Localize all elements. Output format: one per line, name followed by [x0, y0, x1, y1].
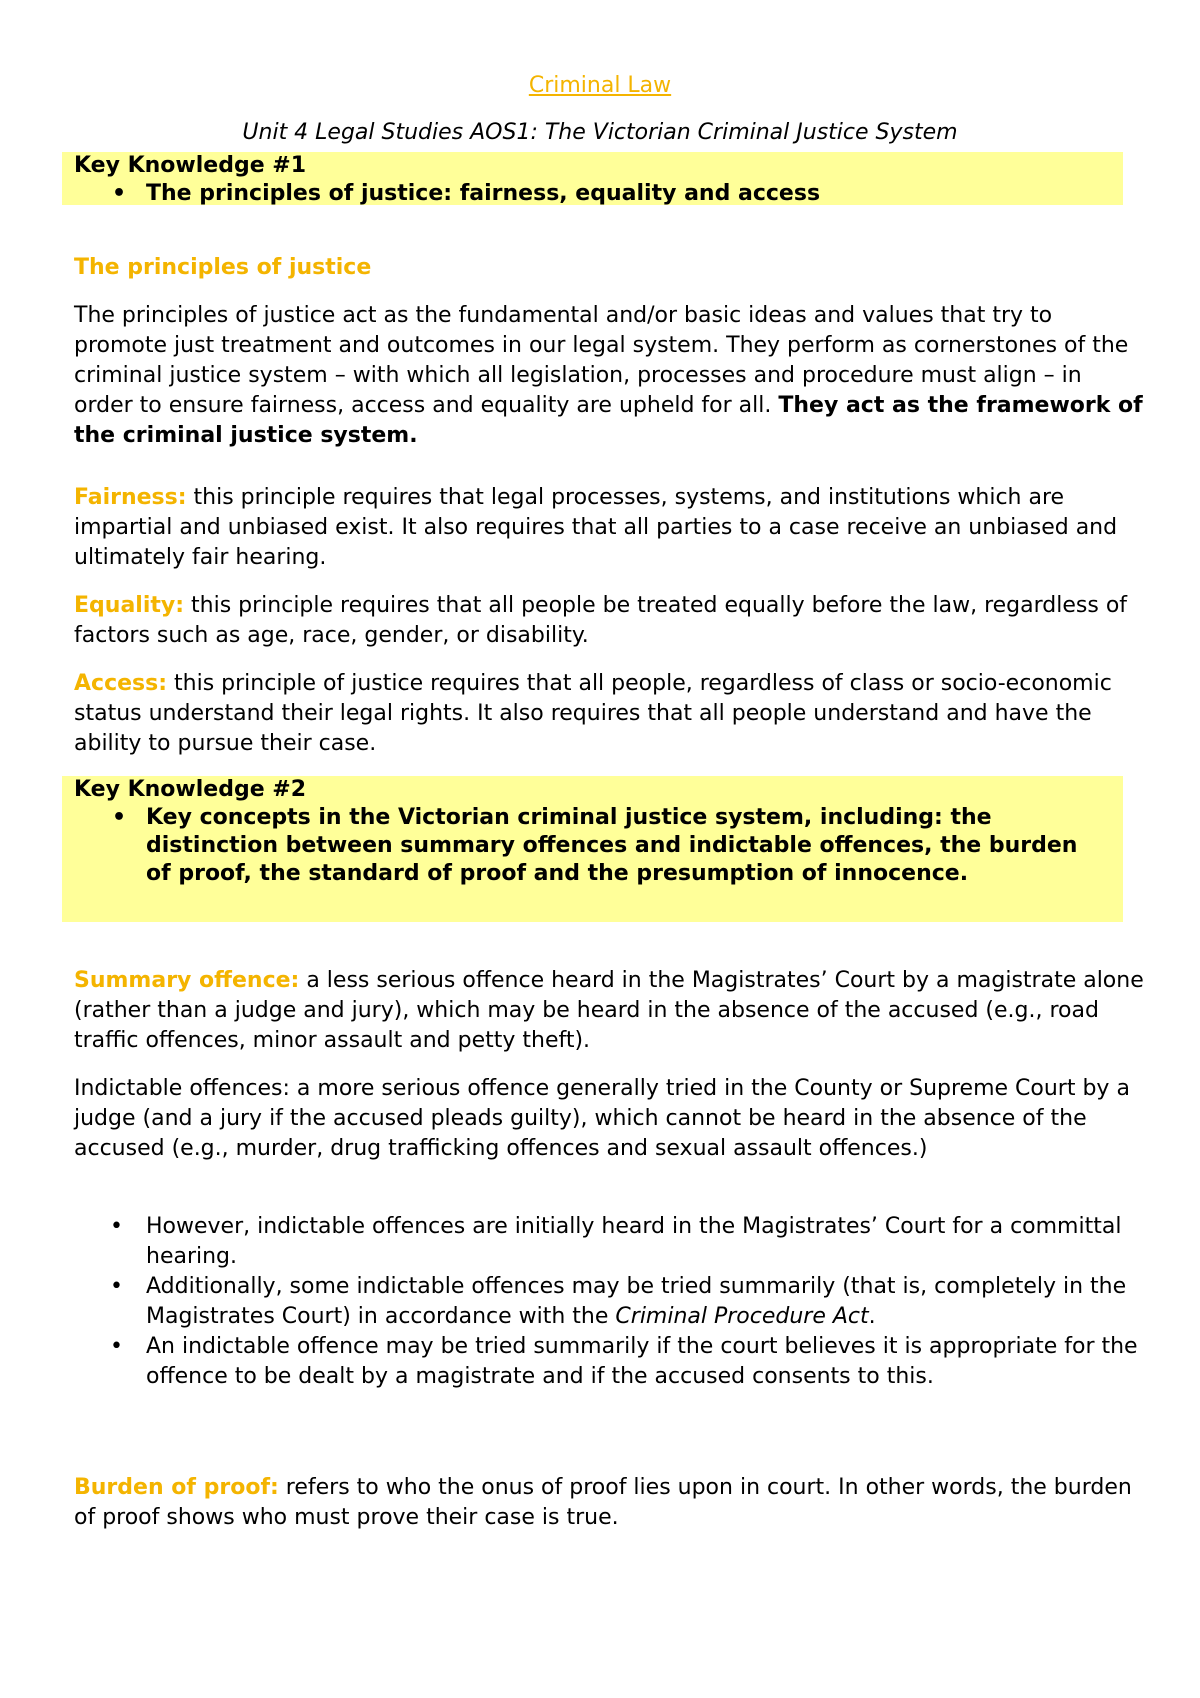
burden-of-proof-paragraph: [74, 1473, 1144, 1533]
fairness-term: Fairness:: [74, 485, 187, 510]
equality-text: this principle requires that all people be treated equally before the law, regardless of factors such as age, race, gender, or disability.: [74, 593, 1128, 648]
access-text: this principle of justice requires that all people, regardless of class or socio-economic status understand their legal rights. It also requires that all people understand and have the ability to pursue their case.: [74, 671, 1112, 756]
access-term: Access:: [74, 671, 168, 696]
access-paragraph: [74, 669, 1144, 759]
principles-text: The principles of justice act as the fundamental and/or basic ideas and values that try to promote just treatment and outcomes in our legal system. They perform as cornerstones of the criminal justice system – with which all legislation, processes and procedure must align – in order to ensure fairness, access and equality are upheld for all.: [74, 303, 1129, 418]
key-knowledge-1-box: [62, 152, 1123, 205]
summary-offence-text: a less serious offence heard in the Magistrates’ Court by a magistrate alone (rather than a judge and jury), which may be heard in the absence of the accused (e.g., road traffic offences, minor assault and petty theft).: [74, 968, 1144, 1053]
key-knowledge-1-heading: Key Knowledge #1: [74, 153, 307, 178]
indictable-bullet-list: [74, 1212, 1144, 1392]
summary-offence-paragraph: [74, 966, 1144, 1056]
key-knowledge-1-text: The principles of justice: fairness, equality and access: [146, 181, 821, 206]
bullet-text-3: An indictable offence may be tried summarily if the court believes it is appropriate for the offence to be dealt by a magistrate and if the accused consents to this.: [146, 1334, 1138, 1389]
equality-term: Equality:: [74, 593, 185, 618]
key-knowledge-1-item: [74, 180, 1123, 208]
document-title: Criminal Law: [528, 73, 672, 98]
principles-heading: The principles of justice: [74, 255, 372, 280]
fairness-text: this principle requires that legal processes, systems, and institutions which are impartial and unbiased exist. It also requires that all parties to a case receive an unbiased and ultimately fair hearing.: [74, 485, 1118, 570]
key-knowledge-2-heading: Key Knowledge #2: [74, 777, 307, 802]
bullet-glyph: •: [112, 181, 127, 206]
bullet-glyph: •: [110, 1274, 123, 1299]
bullet-text-1: However, indictable offences are initially heard in the Magistrates’ Court for a committal hearing.: [146, 1214, 1122, 1269]
bullet-glyph: •: [110, 1334, 123, 1359]
principles-paragraph: [74, 301, 1144, 451]
list-item: [74, 1332, 1144, 1392]
fairness-paragraph: [74, 483, 1144, 573]
burden-of-proof-text: refers to who the onus of proof lies upon in court. In other words, the burden of proof shows who must prove their case is true.: [74, 1475, 1132, 1530]
key-knowledge-2-text: Key concepts in the Victorian criminal justice system, including: the distinction between summary offences and indictable offences, the burden of proof, the standard of proof and the presumption of innocence.: [146, 805, 1078, 886]
bullet-glyph: •: [110, 1214, 123, 1239]
burden-of-proof-term: Burden of proof:: [74, 1475, 279, 1500]
criminal-procedure-act: Criminal Procedure Act: [615, 1304, 869, 1329]
document-subtitle: Unit 4 Legal Studies AOS1: The Victorian Criminal Justice System: [242, 120, 958, 145]
principles-bold-text: They act as the framework of the criminal justice system.: [74, 393, 1143, 448]
key-knowledge-2-item: [74, 804, 1123, 888]
bullet-text-2-end: .: [868, 1304, 876, 1329]
equality-paragraph: [74, 591, 1144, 651]
key-knowledge-2-box: [62, 776, 1123, 922]
summary-offence-term: Summary offence:: [74, 968, 300, 993]
bullet-glyph: •: [112, 805, 127, 830]
list-item: [74, 1272, 1144, 1332]
bullet-text-2: Additionally, some indictable offences may be tried summarily (that is, completely in the Magistrates Court) in accordance with the: [146, 1274, 1127, 1329]
indictable-offences-paragraph: Indictable offences: a more serious offence generally tried in the County or Supreme Court by a judge (and a jury if the accused pleads guilty), which cannot be heard in the absence of the accused (e.g., murder, drug trafficking offences and sexual assault offences.): [74, 1076, 1130, 1161]
list-item: [74, 1212, 1144, 1272]
